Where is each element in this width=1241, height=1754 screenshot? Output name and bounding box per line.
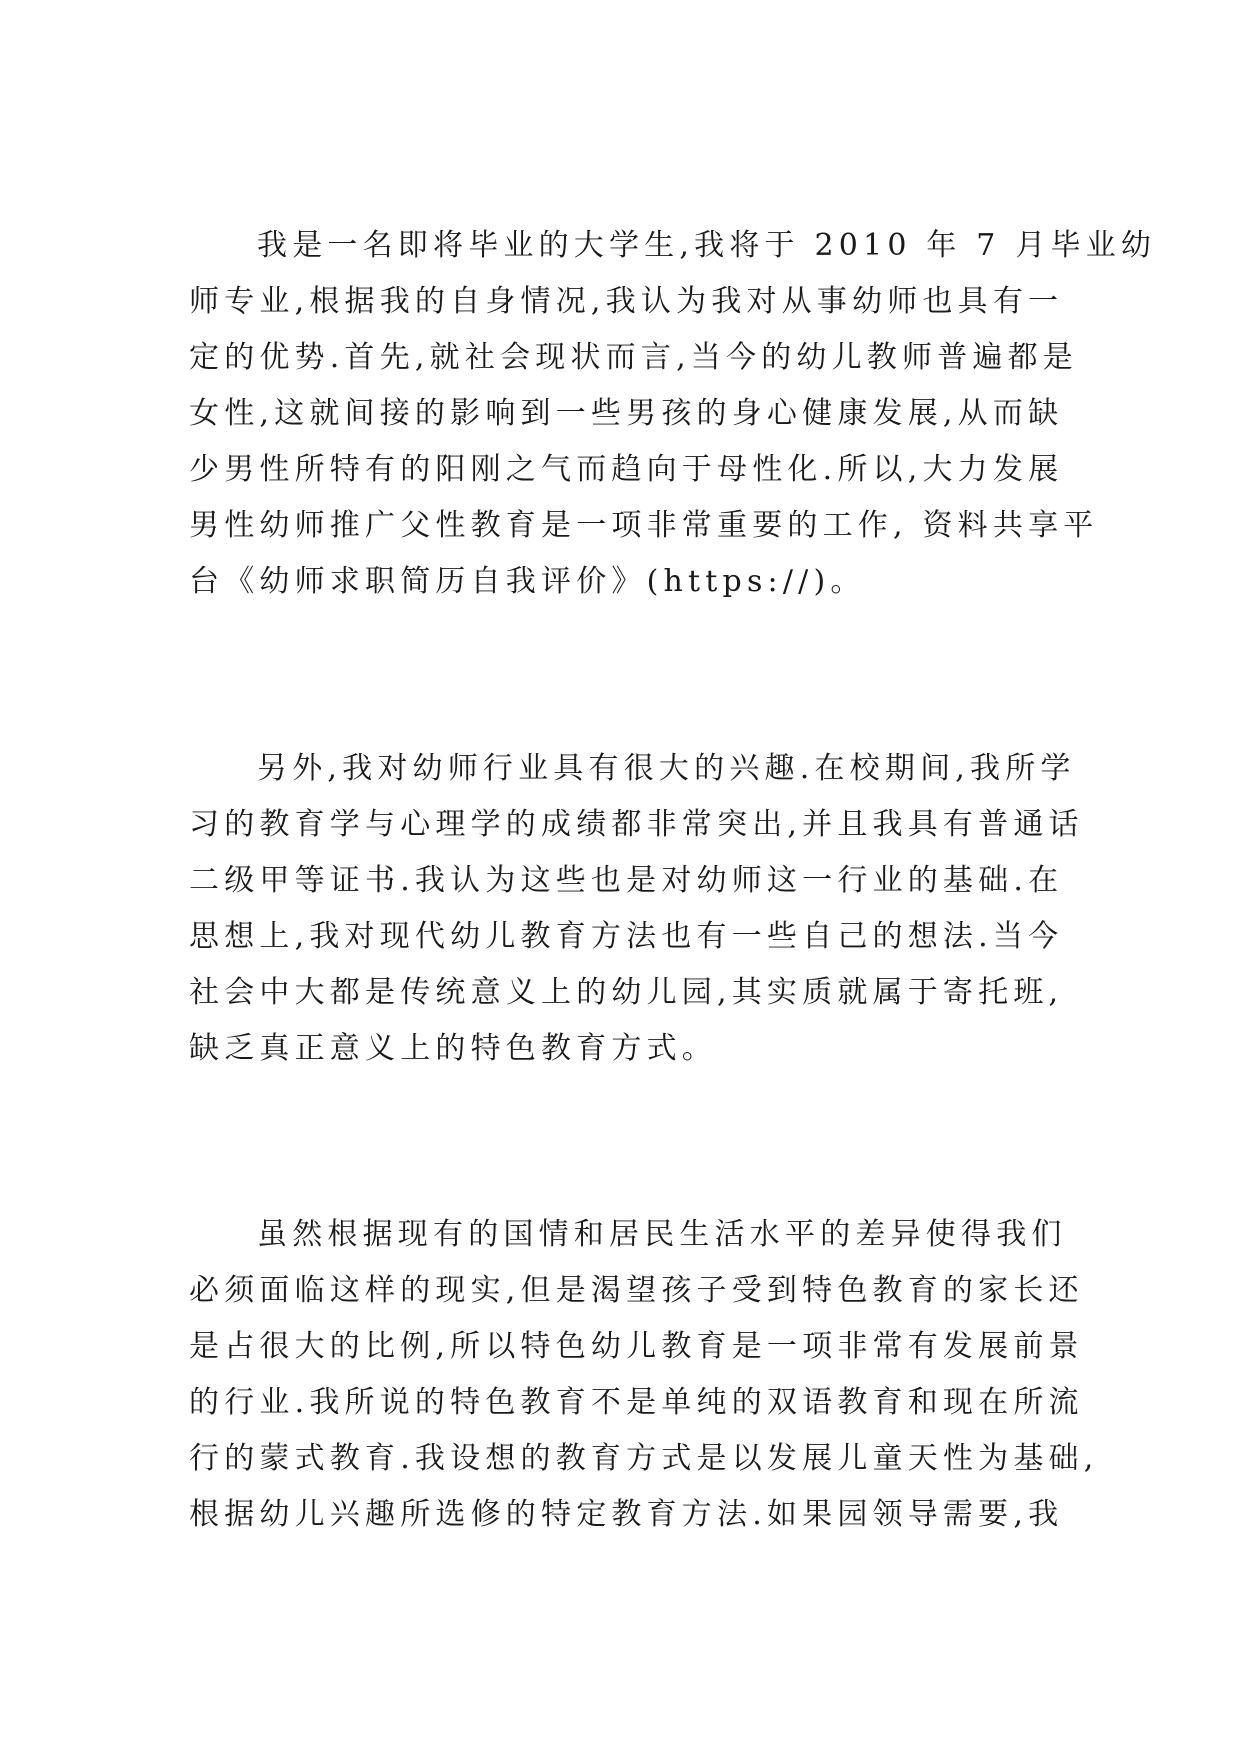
text-line: 社会中大都是传统意义上的幼儿园,其实质就属于寄托班, [189, 975, 1064, 1010]
text-line: 根据幼儿兴趣所选修的特定教育方法.如果园领导需要,我 [189, 1497, 1064, 1532]
text-line: 少男性所特有的阳刚之气而趋向于母性化.所以,大力发展 [189, 452, 1064, 487]
text-line: 思想上,我对现代幼儿教育方法也有一些自己的想法.当今 [189, 919, 1064, 954]
text-line: 二级甲等证书.我认为这些也是对幼师这一行业的基础.在 [189, 863, 1064, 898]
text-line: 定的优势.首先,就社会现状而言,当今的幼儿教师普遍都是 [189, 340, 1079, 375]
text-line: 另外,我对幼师行业具有很大的兴趣.在校期间,我所学 [257, 751, 1076, 786]
text-line: 台《幼师求职简历自我评价》(https://)。 [189, 564, 866, 599]
text-line: 我是一名即将毕业的大学生,我将于 2010 年 7 月毕业幼 [257, 228, 1157, 263]
text-line: 师专业,根据我的自身情况,我认为我对从事幼师也具有一 [189, 284, 1064, 319]
text-line: 必须面临这样的现实,但是渴望孩子受到特色教育的家长还 [189, 1273, 1084, 1308]
text-line: 行的蒙式教育.我设想的教育方式是以发展儿童天性为基础, [189, 1441, 1099, 1476]
text-line: 是占很大的比例,所以特色幼儿教育是一项非常有发展前景 [189, 1329, 1084, 1364]
text-line: 虽然根据现有的国情和居民生活水平的差异使得我们 [257, 1217, 1067, 1252]
text-line: 男性幼师推广父性教育是一项非常重要的工作, 资料共享平 [189, 508, 1099, 543]
text-line: 的行业.我所说的特色教育不是单纯的双语教育和现在所流 [189, 1385, 1084, 1420]
paragraph-education-vision [189, 1207, 1099, 1543]
paragraph-self-introduction [189, 218, 1157, 610]
paragraph-interest-and-qualifications [189, 741, 1084, 1077]
text-line: 女性,这就间接的影响到一些男孩的身心健康发展,从而缺 [189, 396, 1064, 431]
text-line: 缺乏真正意义上的特色教育方式。 [189, 1031, 717, 1066]
text-line: 习的教育学与心理学的成绩都非常突出,并且我具有普通话 [189, 807, 1084, 842]
